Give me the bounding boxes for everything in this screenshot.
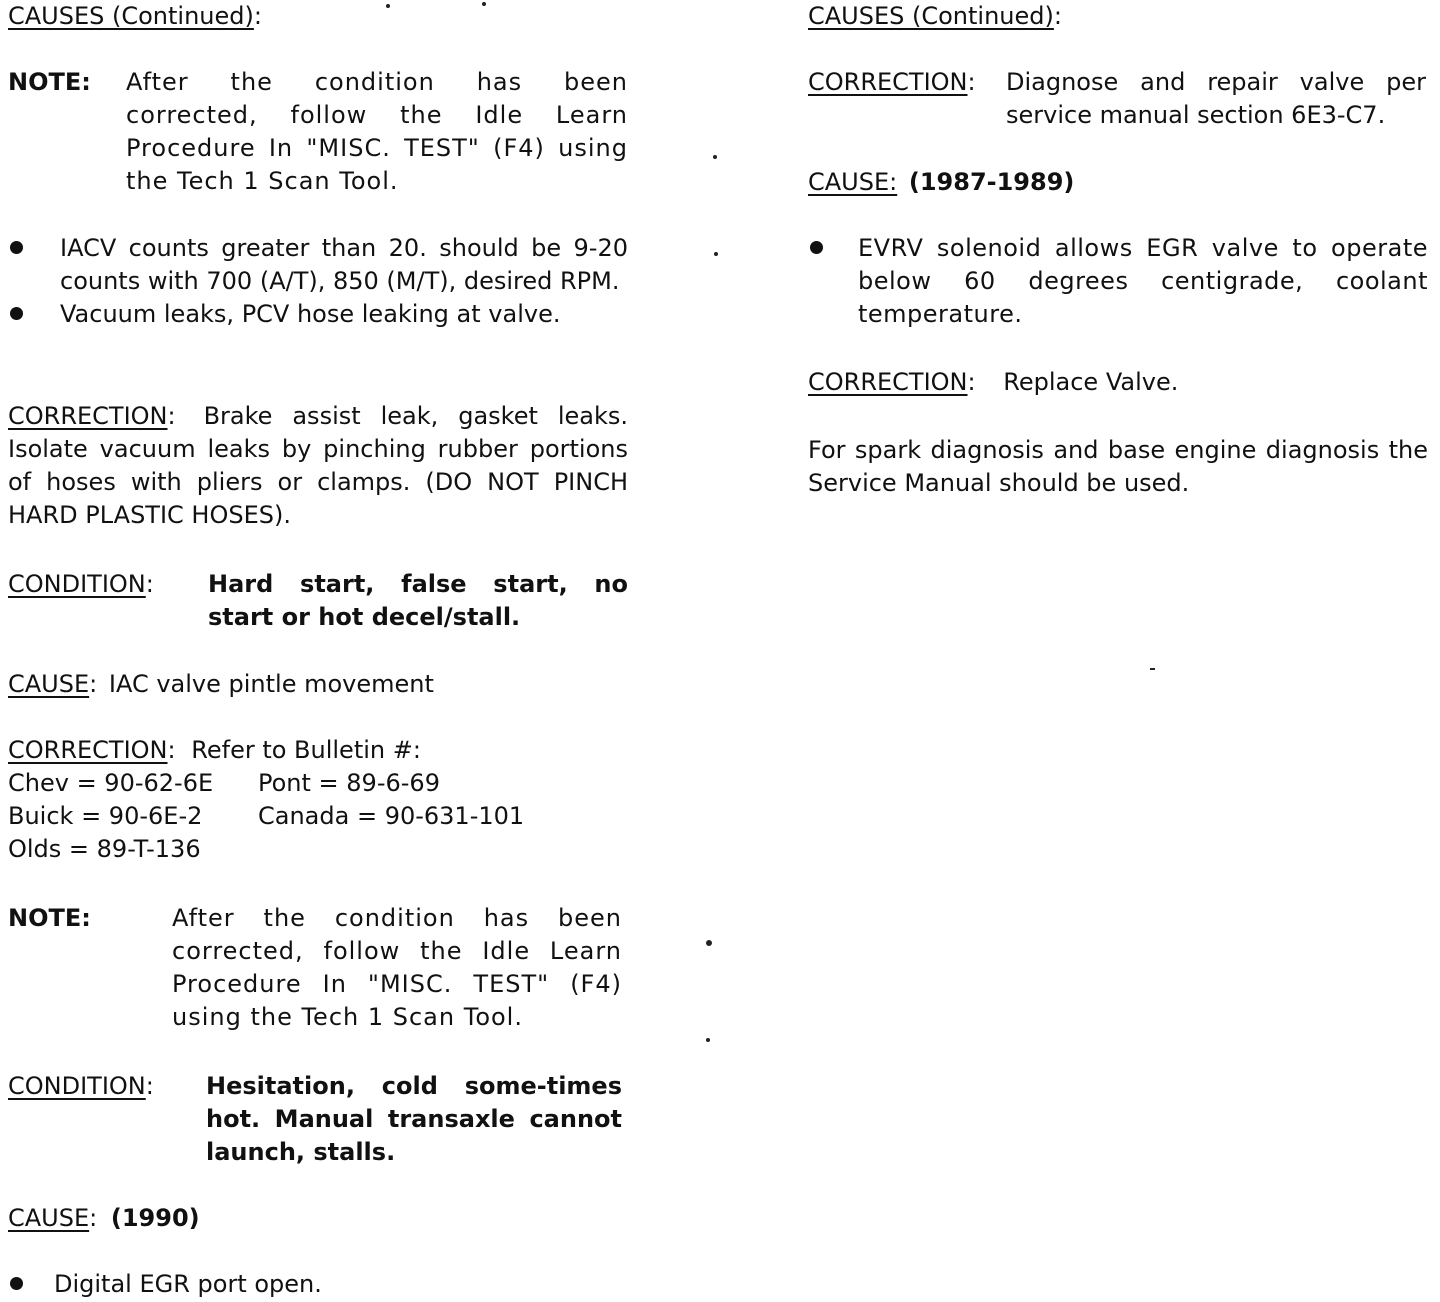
- correction-2-colon: :: [167, 736, 176, 764]
- right-correction-1-colon: :: [967, 68, 976, 96]
- right-cause-1-text: (1987-1989): [908, 168, 1075, 196]
- condition-1-label: CONDITION: [8, 570, 146, 598]
- bulletin-code: Buick = 90-6E-2: [8, 802, 203, 830]
- right-correction-1-label: CORRECTION: [808, 68, 968, 96]
- correction-1-label: CORRECTION: [8, 402, 168, 430]
- condition-1: [8, 568, 628, 634]
- right-correction-2-colon: :: [967, 368, 976, 396]
- note-2: [8, 902, 628, 1034]
- condition-2-colon: :: [145, 1072, 154, 1100]
- condition-2-label-wrap: [8, 1070, 206, 1169]
- cause-2-text: (1990): [110, 1204, 200, 1232]
- scan-speck: [714, 252, 718, 256]
- correction-1-text: Brake assist leak, gasket leaks. Isolate vacuum leaks by pinching rubber portions of hoses with pliers or clamps. (DO NOT PINCH HARD PLASTIC HOSES).: [8, 402, 628, 529]
- right-correction-2-text: Replace Valve.: [1003, 368, 1179, 396]
- bullet-icon: [10, 1277, 23, 1290]
- note-2-label: NOTE:: [8, 904, 91, 932]
- right-heading: [808, 0, 1428, 33]
- right-heading-colon: :: [1053, 2, 1062, 30]
- bullet-icon: [10, 307, 23, 320]
- left-bullet-list-1: [8, 232, 628, 331]
- cause-1-text: IAC valve pintle movement: [108, 670, 434, 698]
- scan-speck: [706, 1038, 710, 1042]
- right-correction-1: [808, 66, 1428, 132]
- correction-2-text: Refer to Bulletin #:: [191, 736, 421, 764]
- right-bullet-list-1: [808, 232, 1428, 331]
- bulletin-code: Olds = 89-T-136: [8, 835, 201, 863]
- list-item: [8, 1268, 628, 1301]
- bullet-icon: [810, 241, 823, 254]
- list-item-text: Digital EGR port open.: [54, 1270, 322, 1298]
- scan-speck: [482, 2, 486, 6]
- bulletin-code: Canada = 90-631-101: [258, 802, 525, 830]
- right-correction-2-label: CORRECTION: [808, 368, 968, 396]
- right-correction-2: [808, 366, 1428, 399]
- list-item: [8, 232, 628, 298]
- cause-1-colon: :: [89, 670, 98, 698]
- list-item: [808, 232, 1428, 331]
- right-heading-text: CAUSES (Continued): [808, 2, 1054, 30]
- bulletin-code: Pont = 89-6-69: [258, 769, 440, 797]
- scan-speck: [1150, 668, 1155, 670]
- scan-speck: [706, 940, 712, 946]
- note-1: [8, 66, 628, 198]
- right-cause-1: [808, 166, 1428, 199]
- bulletin-code: Chev = 90-62-6E: [8, 769, 214, 797]
- condition-2: [8, 1070, 628, 1169]
- note-1-label: NOTE:: [8, 68, 91, 96]
- list-item-text: Vacuum leaks, PCV hose leaking at valve.: [60, 300, 561, 328]
- condition-2-text: Hesitation, cold some-times hot. Manual transaxle cannot launch, stalls.: [206, 1072, 622, 1166]
- left-heading: [8, 0, 628, 33]
- left-heading-colon: :: [253, 2, 262, 30]
- bulletin-code-grid: [8, 767, 628, 866]
- left-heading-text: CAUSES (Continued): [8, 2, 254, 30]
- cause-2-colon: :: [89, 1204, 98, 1232]
- note-2-text: After the condition has been corrected, follow the Idle Learn Procedure In "MISC. TEST" (F4) using the Tech 1 Scan Tool.: [172, 904, 622, 1031]
- left-bullet-list-2: [8, 1268, 628, 1301]
- cause-2-label: CAUSE: [8, 1204, 90, 1232]
- condition-1-colon: :: [145, 570, 154, 598]
- list-item: [8, 298, 628, 331]
- cause-2: [8, 1202, 628, 1235]
- note-1-text: After the condition has been corrected, follow the Idle Learn Procedure In "MISC. TEST" (F4) using the Tech 1 Scan Tool.: [126, 68, 628, 195]
- correction-2-label: CORRECTION: [8, 736, 168, 764]
- correction-1: [8, 400, 628, 532]
- cause-1-label: CAUSE: [8, 670, 90, 698]
- correction-1-colon: :: [167, 402, 176, 430]
- right-footer-text: For spark diagnosis and base engine diagnosis the Service Manual should be used.: [808, 436, 1428, 497]
- right-cause-1-label: CAUSE:: [808, 168, 898, 196]
- right-correction-1-label-wrap: [808, 66, 1006, 132]
- scan-speck: [386, 4, 390, 8]
- right-correction-1-text: Diagnose and repair valve per service manual section 6E3-C7.: [1006, 68, 1426, 129]
- bullet-icon: [10, 241, 23, 254]
- correction-2: [8, 734, 628, 866]
- list-item-text: EVRV solenoid allows EGR valve to operate below 60 degrees centigrade, coolant temperature.: [858, 234, 1428, 328]
- scan-speck: [713, 155, 717, 159]
- condition-1-label-wrap: [8, 568, 208, 634]
- condition-2-label: CONDITION: [8, 1072, 146, 1100]
- cause-1: [8, 668, 628, 701]
- condition-1-text: Hard start, false start, no start or hot decel/stall.: [208, 570, 628, 631]
- list-item-text: IACV counts greater than 20. should be 9-20 counts with 700 (A/T), 850 (M/T), desired RPM.: [60, 234, 628, 295]
